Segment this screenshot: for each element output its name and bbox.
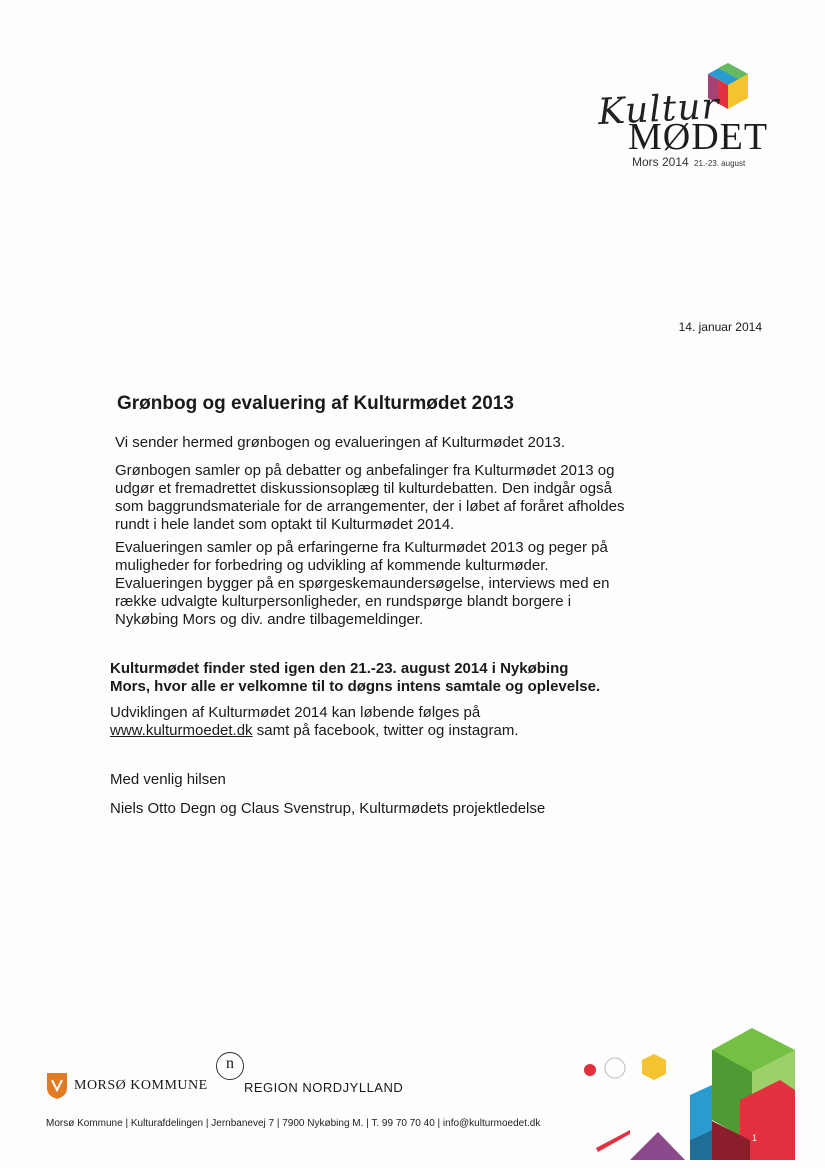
paragraph-evaluation: Evalueringen samler op på erfaringerne fra Kulturmødet 2013 og peger på muligheder for forbedring og udvikling af kommende kulturmøder. Evalueringen bygger på en spørgeskemaundersøgelse, interviews med en række udvalgte kulturpersonligheder, en rundspørge blandt borgere i Nykøbing Mors og div. andre tilbagemeldinger. xyxy=(115,539,610,628)
kulturmodet-logo xyxy=(592,55,772,175)
region-nordjylland-logo-text: REGION NORDJYLLAND xyxy=(244,1080,404,1095)
letter-heading: Grønbog og evaluering af Kulturmødet 2013 xyxy=(117,393,514,414)
logo-script-word: Kultur xyxy=(597,85,721,134)
logo-main-word: MØDET xyxy=(628,116,769,158)
footer-logos xyxy=(46,1052,426,1112)
page-number: 1 xyxy=(752,1133,758,1143)
logo-dates: 21.-23. august xyxy=(694,159,746,168)
morso-kommune-logo-text: MORSØ KOMMUNE xyxy=(74,1078,208,1093)
footer-address: Morsø Kommune | Kulturafdelingen | Jernbanevej 7 | 7900 Nykøbing M. | T. 99 70 70 40 | info@kulturmoedet.dk xyxy=(46,1118,541,1129)
paragraph-intro: Vi sender hermed grønbogen og evalueringen af Kulturmødet 2013. xyxy=(115,434,566,451)
website-link[interactable]: www.kulturmoedet.dk xyxy=(110,722,253,739)
letter-date: 14. januar 2014 xyxy=(678,320,762,334)
paragraph-greenbook: Grønbogen samler op på debatter og anbefalinger fra Kulturmødet 2013 og udgør et fremadrettet diskussionsoplæg til kulturdebatten. Den indgår også som baggrundsmateriale for de arrangementer, der i løbet af foråret afholdes rundt i hele landet som optakt til Kulturmødet 2014. xyxy=(115,462,625,533)
signature-line: Niels Otto Degn og Claus Svenstrup, Kulturmødets projektledelse xyxy=(110,800,546,817)
decorative-cubes-graphic xyxy=(590,1020,798,1160)
follow-text: Udviklingen af Kulturmødet 2014 kan løbende følges på xyxy=(110,704,481,721)
logo-place-year: Mors 2014 xyxy=(632,155,689,169)
region-nordjylland-icon: n xyxy=(216,1052,244,1080)
paragraph-follow xyxy=(110,704,630,740)
follow-text-after: samt på facebook, twitter og instagram. xyxy=(252,722,519,739)
logo-subtitle xyxy=(632,155,745,169)
morso-crest-icon xyxy=(46,1072,68,1100)
closing-greeting: Med venlig hilsen xyxy=(110,771,226,788)
paragraph-event-announcement: Kulturmødet finder sted igen den 21.-23. august 2014 i Nykøbing Mors, hvor alle er velkomne til to døgns intens samtale og oplevelse. xyxy=(110,660,601,695)
